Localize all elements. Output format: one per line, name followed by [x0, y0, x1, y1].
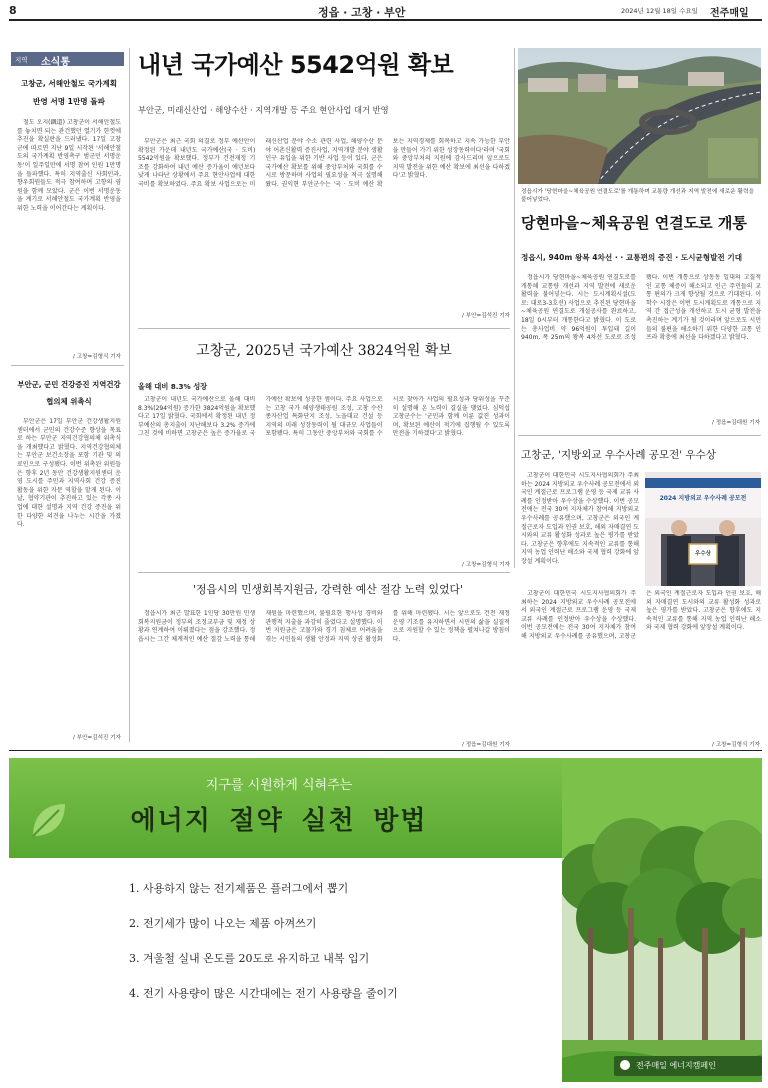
ad-title: 에너지 절약 실천 방법	[130, 806, 428, 836]
brief2-title: 부안군, 군민 건강증진 지역건강협의체 위촉식	[17, 380, 121, 406]
briefs-tag-region: 지역	[15, 56, 28, 64]
gochang-headline: 고창군, 2025년 국가예산 3824억원 확보	[196, 343, 452, 359]
forest-illustration	[562, 758, 762, 1082]
ad-item-list	[129, 870, 559, 1000]
ad-top-rule	[9, 750, 762, 751]
ad-item: 3. 겨울철 실내 온도를 20도로 유지하고 내복 입기	[129, 952, 370, 965]
brief2-body: 부안군은 17일 부안군 건강생활지원센터에서 군민의 건강수준 향상을 목표로 하는 부안군 지역건강협의체 위촉식을 개최했다고 밝혔다. 지역건강협의체는 부안군 보건소장을 포함 기관 및 의료인으로 구성됐다. 이번 위촉된 위원들은 향후 2년 동안 건강생활지원센터 운영 도시를 주민과 지역사회 건강 증진 활동을 위한 자문 역할을 맡게 된다. 이날, 협약기관이 추진하고 있는 각종 사업에 대한 설명과 지역 건강 증진을 위한 다양한 의견을 나누는 시간을 가졌다.	[17, 418, 121, 529]
award-headline: 고창군, '지방외교 우수사례 공모전' 우수상	[521, 449, 716, 461]
award-photo-sign: 우수상	[695, 551, 711, 557]
brief1-byline: / 고창=김형식 기자	[73, 354, 121, 360]
road-photo-caption: 정읍시가 '당현마을~체육공원 연결도로'를 개통하며 교통량 개선과 지역 발전에 새로운 활력을 불어넣었다.	[521, 189, 754, 203]
gochang-byline: / 고창=김형식 기자	[462, 562, 510, 568]
briefs-tag-label: 소식통	[41, 57, 70, 68]
ad-tagline: 지구를 시원하게 식혀주는	[205, 778, 353, 793]
brief1-title: 고창군, 서해안철도 국가계획 반영 서명 1만명 돌파	[20, 79, 118, 106]
lead-byline: / 부안=김석진 기자	[462, 313, 510, 319]
welfare-byline: / 정읍=김대원 기자	[462, 742, 510, 748]
brief1-body: 철도 오지(鐵道) 고창군이 서해안철도를 놓치면 되는 관건했던 열기가 한껏에 추진을 확실판을 드러냈다. 17일 고창군에 따르면 지난 9일 시작된 '서해안철도의 국가계획 반영촉구 범군민 서명운동'이 일주일만에 서명 참여 인원 1만명을 돌파했다. 특히 지역출신 사회인과, 향우회원들도 적극 참여하며 고향의 염원을 함께 모았다. 군은 이번 서명운동을 계기로 서해안철도 국가계획 반영을 위한 노력을 이어간다는 계획이다.	[17, 119, 121, 212]
column-rule-left	[129, 48, 130, 742]
ad-item: 4. 전기 사용량이 많은 시간대에는 전기 사용량을 줄이기	[129, 987, 398, 1000]
energy-ad	[9, 758, 762, 1082]
column-rule-right	[514, 48, 515, 568]
gochang-divider	[138, 328, 510, 329]
masthead: 전주매일	[710, 8, 749, 19]
welfare-headline: '정읍시의 민생회복지원금, 강력한 예산 절감 노력 있었다'	[193, 583, 463, 596]
page-number: 8	[9, 4, 17, 17]
briefs-tag	[11, 52, 124, 66]
ad-item: 2. 전기세가 많이 나오는 제품 아껴쓰기	[129, 917, 317, 930]
brief2-byline: / 부안=김석진 기자	[73, 735, 121, 741]
road-headline: 당현마을~체육공원 연결도로 개통	[521, 214, 747, 232]
brief-divider	[11, 365, 124, 366]
road-subhead: 정읍시, 940m 왕복 4차선 · · 교통편의 증진 · 도시균형발전 기대	[521, 253, 743, 262]
road-byline: / 정읍=김대원 기자	[712, 420, 760, 426]
header-rule	[9, 19, 762, 21]
gochang-kicker: 올해 대비 8.3% 성장	[138, 382, 208, 391]
road-body: 정읍시가 당현마을~체육공원 연결도로를 개통해 교통량 개선과 지역 발전에 새로운 활력을 불어넣는다. 시는 도시계획시설(도로: 대로3-3호선) 사업으로 추진된 당현마을~체육공원 연결도로 개설공사를 완료하고, 18일 0시부터 개통한다고 밝혔다. 이 도로는 총사업비 약 96억원이 투입돼 길이 940m, 폭 25m의 왕복 4차선 도로로 조성됐다. 이번 개통으로 상동동 일대의 고질적인 교통 체증이 해소되고 인근 주민들의 교통 편의가 크게 향상될 것으로 기대된다. 이학수 시장은 이번 도시계획도로 개통으로 지역 간 접근성을 개선하고 도시 균형 발전을 촉진하는 계기가 될 것이라며 앞으로도 시민들의 불편을 해소하기 위한 다양한 교통 인프라 확충에 최선을 다하겠다고 밝혔다.	[521, 274, 761, 342]
lead-headline: 내년 국가예산 5542억원 확보	[138, 51, 454, 79]
award-divider	[518, 435, 761, 436]
issue-date: 2024년 12월 18일 수요일	[621, 7, 698, 15]
award-body-left: 고창군이 대한민국 시도지사협의회가 주최하는 2024 지방외교 우수사례 공모전에서 외국인 계절근로 프로그램 운영 등 국제 교류 사례를 인정받아 우수상을 수상했다. 이번 공모전에는 전국 30여 지자체가 참여해 지방외교 우수사례를 공유했으며, 고창군은 외국인 계절근로자 도입과 인권 보호, 해외 자매결연 도시와의 교류 활성화 성과로 높은 평가를 받았다. 고창군은 향후에도 지속적인 교류를 통해 지역 농업 인력난 해소와 국제 협력 강화에 앞장설 계획이다.	[521, 472, 639, 565]
welfare-divider	[138, 572, 510, 573]
section-title: 정읍 · 고창 · 부안	[318, 6, 406, 19]
award-body-lower: 고창군이 대한민국 시도지사협의회가 주최하는 2024 지방외교 우수사례 공모전에서 외국인 계절근로 프로그램 운영 등 국제 교류 사례를 인정받아 우수상을 수상했다. 이번 공모전에는 전국 30여 지자체가 참여해 지방외교 우수사례를 공유했으며, 고창군은 외국인 계절근로자 도입과 인권 보호, 해외 자매결연 도시와의 교류 활성화 성과로 높은 평가를 받았다. 고창군은 향후에도 지속적인 교류를 통해 지역 농업 인력난 해소와 국제 협력 강화에 앞장설 계획이다.	[521, 590, 761, 640]
welfare-body: 정읍시가 최근 발표한 1인당 30만원 민생회복지원금이 정부의 조정교부금 및 재정 상황과 연계하여 이뤄졌다는 점을 강조했다. 정읍시는 그간 체계적인 예산 절감 노력을 통해 재원을 마련했으며, 불필요한 행사성 경비와 관행적 지출을 과감히 줄였다고 설명했다. 이번 지원금은 고물가와 경기 침체로 어려움을 겪는 시민들의 생활 안정과 지역 상권 활성화를 위해 마련됐다. 시는 앞으로도 건전 재정 운영 기조를 유지하면서 시민의 삶을 실질적으로 지원할 수 있는 정책을 펼쳐나갈 방침이다.	[138, 610, 510, 643]
ad-item: 1. 사용하지 않는 전기제품은 플러그에서 뽑기	[129, 882, 349, 895]
lead-subhead: 부안군, 미래신산업 · 해양수산 · 지역개발 등 주요 현안사업 대거 반영	[138, 105, 389, 115]
gochang-body: 고창군이 내년도 국가예산으로 올해 대비 8.3%(294억원) 증가한 3824억원을 확보했다고 17일 밝혔다. 국회에서 확정된 내년 정부예산의 총지출이 지난해보다 3.2% 증가에 그친 것에 비하면 고창군은 높은 증가율로 국가예산 확보에 성공한 셈이다. 주요 사업으로는 고창 국가 해양생태공원 조성, 고창 수산종자산업 특화단지 조성, 노을대교 건설 등 지역의 미래 성장동력이 될 대규모 사업들이 포함됐다. 특히 그동안 중앙부처와 국회를 수시로 찾아가 사업의 필요성과 당위성을 꾸준히 설명해 온 노력이 결실을 맺었다. 심덕섭 고창군수는 '군민과 함께 이룬 값진 성과이며, 확보된 예산이 적기에 집행될 수 있도록 만전을 기하겠다'고 밝혔다.	[138, 396, 510, 438]
road-aerial-photo	[518, 48, 761, 184]
ad-footer-icon	[620, 1060, 630, 1070]
ad-footer-badge	[614, 1056, 762, 1076]
award-photo	[645, 472, 761, 586]
ad-footer-text: 전주매일 에너지캠페인	[636, 1061, 716, 1070]
award-photo-banner: 2024 지방외교 우수사례 공모전	[659, 495, 747, 502]
award-byline: / 고창=김형식 기자	[712, 742, 760, 748]
lead-body: 부안군은 최근 국회 의결로 정부 예산안이 확정된 가운데 내년도 국가예산(국 · 도비) 5542억원을 확보했다. 정부가 건전재정 기조를 강화하여 내년 예산 증가율이 예년보다 낮게 나타난 상황에서 주요 현안사업에 대한 국비를 확보하였다. 주요 확보 사업으로는 미래신산업 분야 수소 관련 사업, 해양수산 분야 어촌신활력 증진사업, 지역개발 분야 생활인구 유입을 위한 기반 사업 등이 있다. 군은 국가예산 확보를 위해 중앙부처와 국회를 수시로 방문하며 사업의 필요성을 적극 설명해 왔다. 권익현 부안군수는 '국 · 도비 예산 확보는 지역경제를 회복하고 지속 가능한 부안을 만들어 가기 위한 성장동력이다'라며 '국회와 중앙부처의 지원에 감사드리며 앞으로도 지역 발전을 위한 예산 확보에 최선을 다하겠다'고 밝혔다.	[138, 138, 510, 188]
